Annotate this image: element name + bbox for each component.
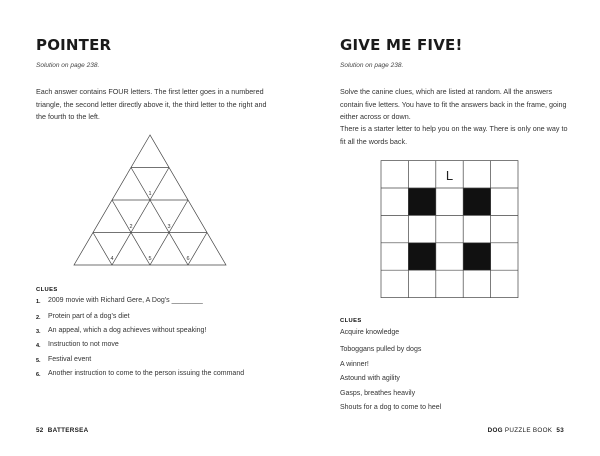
page-title: POINTER: [36, 36, 112, 54]
clue-number: 3.: [36, 329, 41, 335]
clue-item: Shouts for a dog to come to heel: [340, 404, 442, 411]
triangle-number-5: 5: [148, 256, 152, 262]
page-title: GIVE ME FIVE!: [340, 36, 463, 54]
black-square: [408, 188, 436, 215]
clue-item: [36, 340, 119, 351]
triangle-number-3: 3: [167, 224, 171, 230]
black-square: [463, 188, 491, 215]
intro-text: Solve the canine clues, which are listed at random. All the answers contain five letters. You have to fit the answers back in the frame, going either across or down.: [340, 87, 567, 121]
clue-item: [36, 296, 203, 307]
clue-item: [36, 369, 248, 380]
clue-number: 5.: [36, 358, 41, 364]
clue-number: 4.: [36, 343, 41, 349]
intro-text: Each answer contains FOUR letters. The first letter goes in a numbered triangle, the second letter directly above it, the third letter to the right and the fourth to the left.: [36, 87, 267, 121]
triangle-number-1: 1: [148, 191, 152, 197]
triangle-number-4: 4: [110, 256, 114, 262]
page-footer: [36, 427, 88, 434]
black-square: [408, 243, 436, 270]
clue-item: Gasps, breathes heavily: [340, 390, 416, 397]
clue-number: 2.: [36, 315, 41, 321]
triangle-number-2: 2: [129, 224, 133, 230]
footer-label: BATTERSEA: [47, 427, 89, 434]
right-page: [300, 0, 600, 456]
clue-item: Astound with agility: [340, 375, 400, 382]
clues-heading: CLUES: [36, 287, 58, 293]
clue-text: 2009 movie with Richard Gere, A Dog’s ________: [48, 297, 203, 304]
clue-item: Acquire knowledge: [340, 329, 400, 336]
clue-text: Festival event: [48, 356, 92, 363]
clue-text: Another instruction to come to the person issuing the command: [48, 370, 245, 377]
clue-text: Protein part of a dog’s diet: [48, 313, 130, 320]
clue-item: [36, 355, 91, 366]
clues-heading: CLUES: [340, 318, 362, 324]
clue-item: Toboggans pulled by dogs: [340, 346, 422, 353]
triangle-number-6: 6: [186, 256, 190, 262]
footer-label-bold: DOG: [487, 427, 503, 434]
five-grid: [300, 0, 600, 456]
clue-item: A winner!: [340, 361, 369, 368]
clue-number: 6.: [36, 372, 41, 378]
clue-item: [36, 312, 130, 323]
page-number: 53: [556, 427, 564, 434]
page-number: 52: [36, 427, 44, 434]
clue-item: [36, 326, 206, 337]
clue-text: Instruction to not move: [48, 341, 119, 348]
black-square: [463, 243, 491, 270]
page-footer: [488, 427, 564, 434]
clue-text: An appeal, which a dog achieves without speaking!: [48, 327, 207, 334]
starter-letter: L: [445, 168, 454, 183]
footer-label: PUZZLE BOOK: [502, 427, 553, 434]
solution-note: Solution on page 238.: [340, 62, 404, 69]
solution-note: Solution on page 238.: [36, 62, 100, 69]
clue-number: 1.: [36, 299, 41, 305]
hint-text: There is a starter letter to help you on the way. There is only one way to fit all the words back.: [340, 124, 568, 146]
